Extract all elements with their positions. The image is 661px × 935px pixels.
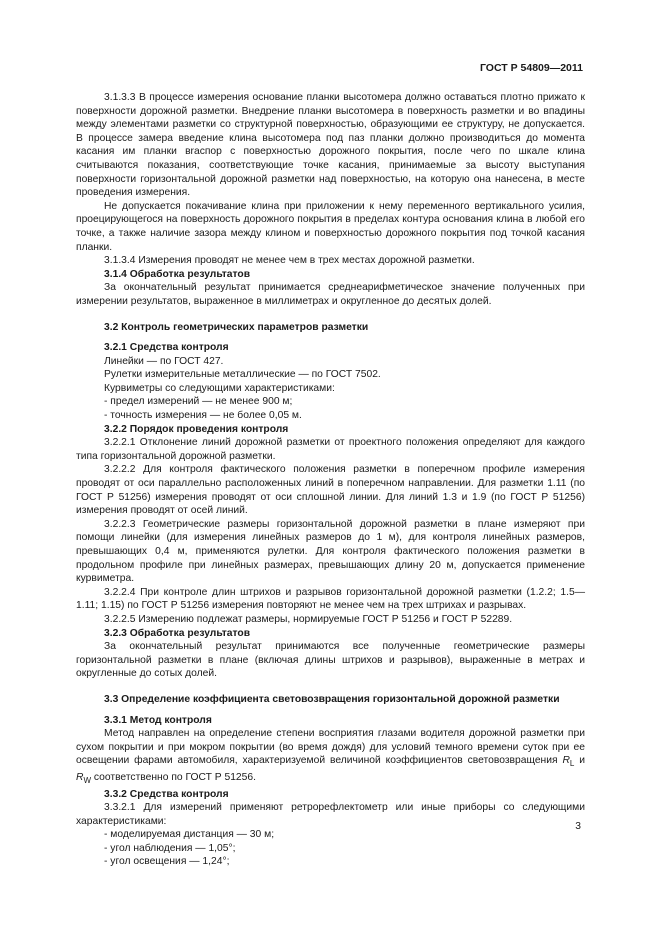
heading-3-2-2: 3.2.2 Порядок проведения контроля — [104, 423, 289, 435]
coefficient-rl: $R_L$ — [562, 755, 575, 769]
paragraph-3-1-3-3: 3.1.3.3 В процессе измерения основание планки высотомера должно оставаться плотно прижато к поверхности дорожной разметки. Внедрение планки высотомера в поверхность разметки и во впадины между элементами разметки со структурной поверхностью, образующими ее структуру, не допускается. В процессе замера введение клина высотомера под паз планки должно производиться до момента касания им планки вraспор с поверхностью дорожного покрытия, после чего по шкале клина считываются показания, соответствующие точке касания, принимаемые за высоту выступания поверхности горизонтальной дорожной разметки над поверхностью, на которую она нанесена, в месте проведения измерения. — [76, 92, 585, 199]
list-item-observation-angle: - угол наблюдения — 1,05°; — [104, 842, 236, 854]
paragraph-method: Метод направлен на определение степени восприятия глазами водителя дорожной разметки при сухом покрытии и при мокром покрытии (во время дождя) для условий темного времени суток при ее освещении фарами автомобиля, характеризуемой величиной коэффициентов световозвращения $R_L$ и $R_W$ соответственно по ГОСТ Р 51256. — [76, 728, 585, 785]
heading-3-2-1: 3.2.1 Средства контроля — [104, 342, 229, 354]
heading-3-3-1: 3.3.1 Метод контроля — [104, 714, 212, 726]
paragraph-3-2-2-4: 3.2.2.4 При контроле длин штрихов и разрывов горизонтальной дорожной разметки (1.2.2; 1.5—1.11; 1.15) по ГОСТ Р 51256 измерения повторяют не менее чем на трех штрихах и разрывах. — [76, 586, 585, 612]
paragraph-3-3-2-1: 3.3.2.1 Для измерений применяют ретрорефлектометр или иные приборы со следующими характеристиками: — [76, 802, 585, 827]
paragraph-3-1-3-4: 3.1.3.4 Измерения проводят не менее чем в трех местах дорожной разметки. — [104, 255, 475, 267]
heading-3-3: 3.3 Определение коэффициента световозвращения горизонтальной дорожной разметки — [104, 693, 560, 705]
paragraph-3-2-2-1: 3.2.2.1 Отклонение линий дорожной разметки от проектного положения определяют для каждого типа горизонтальной дорожной разметки. — [76, 437, 585, 462]
method-text: Метод направлен на определение степени восприятия глазами водителя дорожной разметки при сухом покрытии и при мокром покрытии (во время дождя) для условий темного времени суток при ее освещении фарами автомобиля, характеризуемой величиной коэффициентов световозвращения — [76, 728, 585, 767]
page-body — [76, 91, 585, 869]
list-item-distance: - моделируемая дистанция — 30 м; — [104, 829, 275, 841]
paragraph-3-2-2-3: 3.2.2.3 Геометрические размеры горизонтальной дорожной разметки в плане измеряют при помощи линейки (для измерения линейных размеров до 1 м), для контроля линейных размеров, превышающих 0,4 м, применяются рулетки. Для контроля фактического положения разметки в продольном профиле при линейных размерах, превышающих длину 20 м, допускается применение курвиметра. — [76, 518, 585, 585]
paragraph-no-rocking: Не допускается покачивание клина при приложении к нему переменного вертикального усилия, проецирующегося на поверхность дорожного покрытия в пределах контура основания клина в любой его точке, а также наличие зазора между клином и поверхностью дорожного покрытия под точкой касания планки. — [76, 200, 585, 253]
paragraph-result-3-1-4: За окончательный результат принимается среднеарифметическое значение полученных при измерении результатов, выраженное в миллиметрах и округленное до десятых долей. — [76, 282, 585, 307]
document-code: ГОСТ Р 54809—2011 — [479, 62, 583, 74]
list-item-accuracy: - точность измерения — не более 0,05 м. — [104, 410, 302, 422]
paragraph-3-2-2-2: 3.2.2.2 Для контроля фактического положения разметки в поперечном профиле измерения проводят от оси параллельно расположенных линий в поперечном направлении. Для разметки 1.11 (по ГОСТ Р 51256) измерения проводят от оси сплошной линии. Для линий 1.3 и 1.9 (по ГОСТ Р 51256) измерения проводят от осей линий. — [76, 464, 585, 517]
list-item-illumination-angle: - угол освещения — 1,24°; — [104, 856, 230, 868]
page-number: 3 — [575, 821, 581, 832]
paragraph-result-3-2-3: За окончательный результат принимаются все полученные геометрические размеры горизонтальной разметки в плане (включая длины штрихов и разрывов), выраженные в метрах и округленные до сотых долей. — [76, 641, 585, 680]
heading-3-2-3: 3.2.3 Обработка результатов — [104, 627, 251, 639]
paragraph-tapes: Рулетки измерительные металлические — по ГОСТ 7502. — [104, 369, 381, 381]
paragraph-rulers: Линейки — по ГОСТ 427. — [104, 355, 224, 367]
heading-3-1-4: 3.1.4 Обработка результатов — [104, 268, 251, 280]
heading-3-3-2: 3.3.2 Средства контроля — [104, 788, 229, 800]
paragraph-curvimeters: Курвиметры со следующими характеристиками: — [104, 382, 335, 394]
list-item-range: - предел измерений — не менее 900 м; — [104, 396, 293, 408]
coefficient-rw: $R_W$ — [76, 771, 91, 785]
heading-3-2: 3.2 Контроль геометрических параметров разметки — [104, 321, 369, 333]
method-text-end: соответственно по ГОСТ Р 51256. — [93, 771, 256, 783]
paragraph-3-2-2-5: 3.2.2.5 Измерению подлежат размеры, нормируемые ГОСТ Р 51256 и ГОСТ Р 52289. — [104, 613, 513, 625]
